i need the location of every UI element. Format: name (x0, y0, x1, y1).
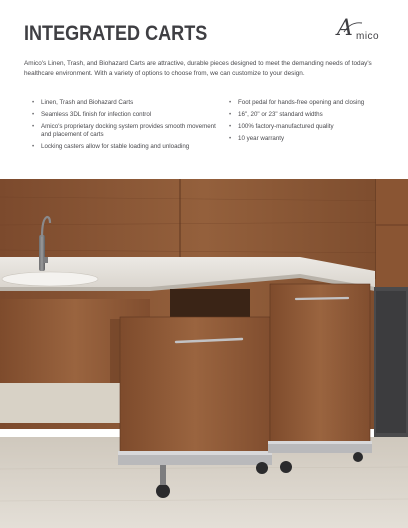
cart-right (268, 284, 372, 473)
page-title: INTEGRATED CARTS (24, 22, 208, 45)
feature-item: • Seamless 3DL finish for infection control (31, 111, 221, 119)
feature-item: • 16", 20" or 23" standard widths (228, 111, 388, 119)
feature-list-right (228, 99, 388, 147)
amico-logo (337, 18, 387, 48)
feature-list-left (31, 99, 221, 155)
logo-wordmark: mico (356, 31, 380, 42)
feature-item: • Locking casters allow for stable loading and unloading (31, 143, 221, 151)
logo-initial: A (337, 16, 353, 41)
feature-item: • 100% factory-manufactured quality (228, 123, 388, 131)
feature-item: • 10 year warranty (228, 135, 388, 143)
feature-item: • Amico's proprietary docking system provides smooth movement and placement of carts (31, 123, 221, 140)
feature-item: • Foot pedal for hands-free opening and closing (228, 99, 388, 107)
sink-basin (2, 272, 98, 286)
feature-item: • Linen, Trash and Biohazard Carts (31, 99, 221, 107)
intro-paragraph: Amico's Linen, Trash, and Biohazard Carts are attractive, durable pieces designed to meet the demanding needs of today's healthcare environment. With a variety of options to choose from, we can customize to your design. (24, 60, 372, 77)
product-photo-integrated-carts (0, 179, 408, 528)
